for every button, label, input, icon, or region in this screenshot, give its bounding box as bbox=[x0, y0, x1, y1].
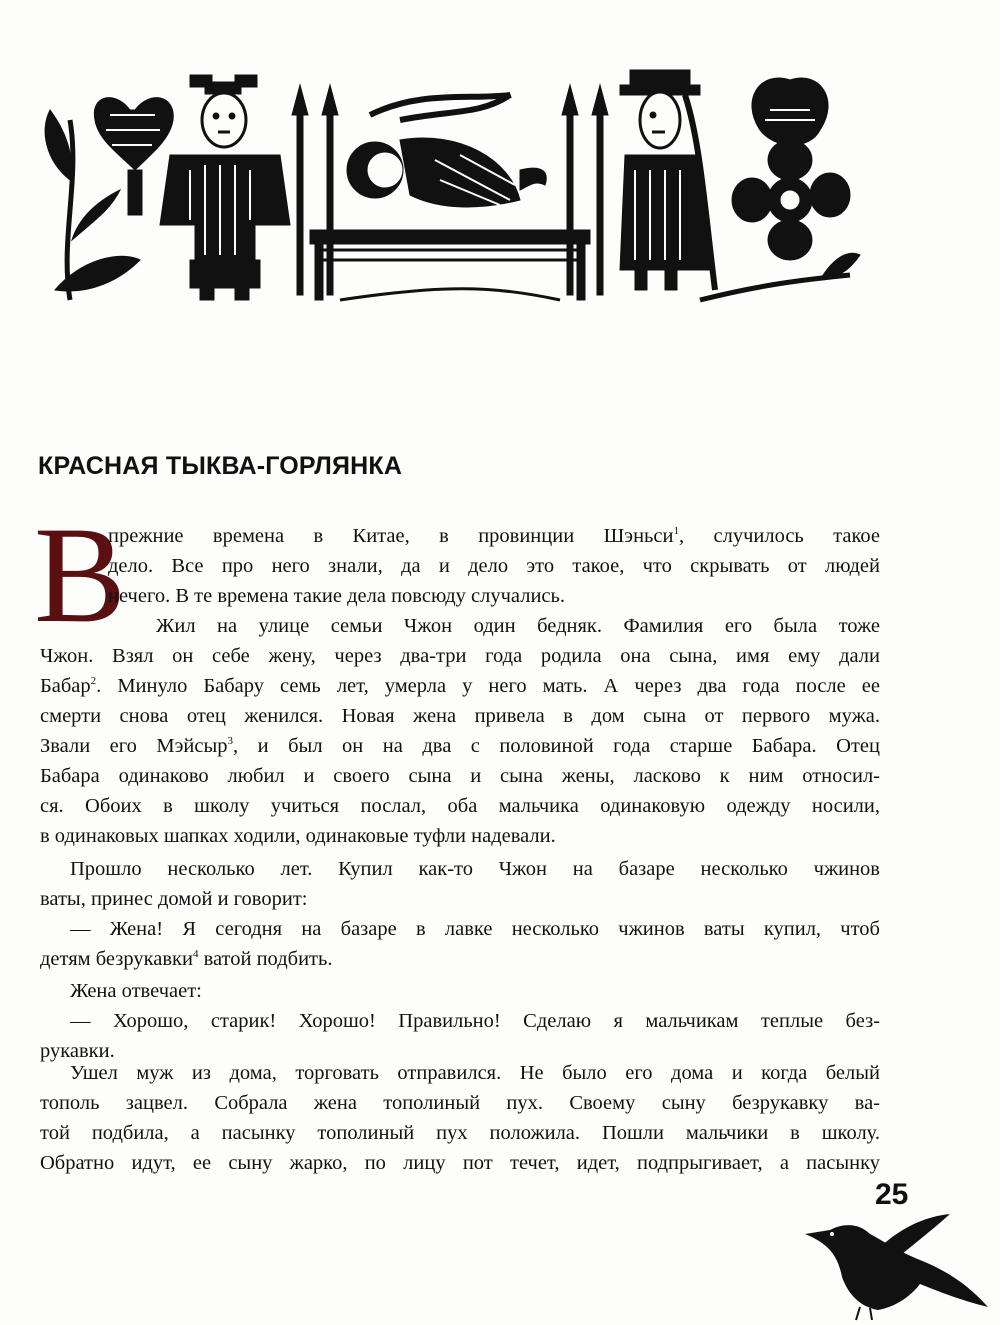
text-line: ся. Обоих в школу учиться послал, оба мальчика одинаковую одежду носили, bbox=[40, 795, 880, 817]
text-line: Бабар$^2$. Минуло Бабару семь лет, умерла у него мать. А через два года после ее bbox=[40, 675, 880, 697]
story-text-cont bbox=[40, 854, 880, 974]
text-line: прежние времена в Китае, в провинции Шэньси$^1$, случилось такое bbox=[108, 525, 881, 547]
drop-cap: В bbox=[34, 498, 127, 651]
text-line: ваты, принес домой и говорит: bbox=[40, 888, 308, 910]
text-line: — Жена! Я сегодня на базаре в лавке несколько чжинов ваты купил, чтоб bbox=[70, 918, 880, 940]
text-line: Жена отвечает: bbox=[70, 980, 202, 1002]
text-line: Прошло несколько лет. Купил как-то Чжон на базаре несколько чжинов bbox=[70, 858, 880, 880]
footnote-marker: 1 bbox=[673, 525, 679, 538]
text-line: в одинаковых шапках ходили, одинаковые туфли надевали. bbox=[40, 825, 556, 847]
footnote-marker: 2 bbox=[90, 675, 97, 688]
text-line: Звали его Мэйсыр$^3$, и был он на два с половиной года старше Бабара. Отец bbox=[40, 735, 880, 757]
text-line: Жил на улице семьи Чжон один бедняк. Фамилия его была тоже bbox=[156, 615, 880, 637]
text-line: дело. Все про него знали, да и дело это такое, что скрывать от людей bbox=[108, 555, 880, 577]
text-line: Чжон. Взял он себе жену, через два-три года родила она сына, имя ему дали bbox=[40, 645, 880, 667]
story-title: КРАСНАЯ ТЫКВА-ГОРЛЯНКА bbox=[38, 452, 403, 480]
text-line: той подбила, а пасынку тополиный пух положила. Пошли мальчики в школу. bbox=[40, 1122, 880, 1144]
text-line: Бабара одинаково любил и своего сына и сына жены, ласково к ним относил- bbox=[40, 765, 880, 787]
text-line: нечего. В те времена такие дела повсюду случались. bbox=[108, 585, 565, 607]
story-text-dialog bbox=[40, 976, 880, 1066]
papercut-banner-illustration bbox=[40, 60, 870, 310]
text-line: смерти снова отец женился. Новая жена привела в дом сына от первого мужа. bbox=[40, 705, 880, 727]
text-line: Ушел муж из дома, торговать отправился. Не было его дома и когда белый bbox=[70, 1062, 880, 1084]
story-text-end bbox=[40, 1058, 880, 1178]
footnote-marker: 3 bbox=[227, 735, 234, 748]
magpie-illustration bbox=[800, 1212, 990, 1322]
page-number: 25 bbox=[875, 1178, 909, 1211]
text-line: рукавки. bbox=[40, 1040, 115, 1062]
footnote-marker: 4 bbox=[192, 948, 199, 961]
text-line: Обратно идут, ее сыну жарко, по лицу пот течет, идет, подпрыгивает, а пасынку bbox=[40, 1152, 880, 1174]
text-line: детям безрукавки$^4$ ватой подбить. bbox=[40, 948, 333, 970]
text-line: тополь зацвел. Собрала жена тополиный пух. Своему сыну безрукавку ва- bbox=[40, 1092, 880, 1114]
text-line: — Хорошо, старик! Хорошо! Правильно! Сделаю я мальчикам теплые без- bbox=[70, 1010, 880, 1032]
story-text bbox=[40, 521, 880, 851]
